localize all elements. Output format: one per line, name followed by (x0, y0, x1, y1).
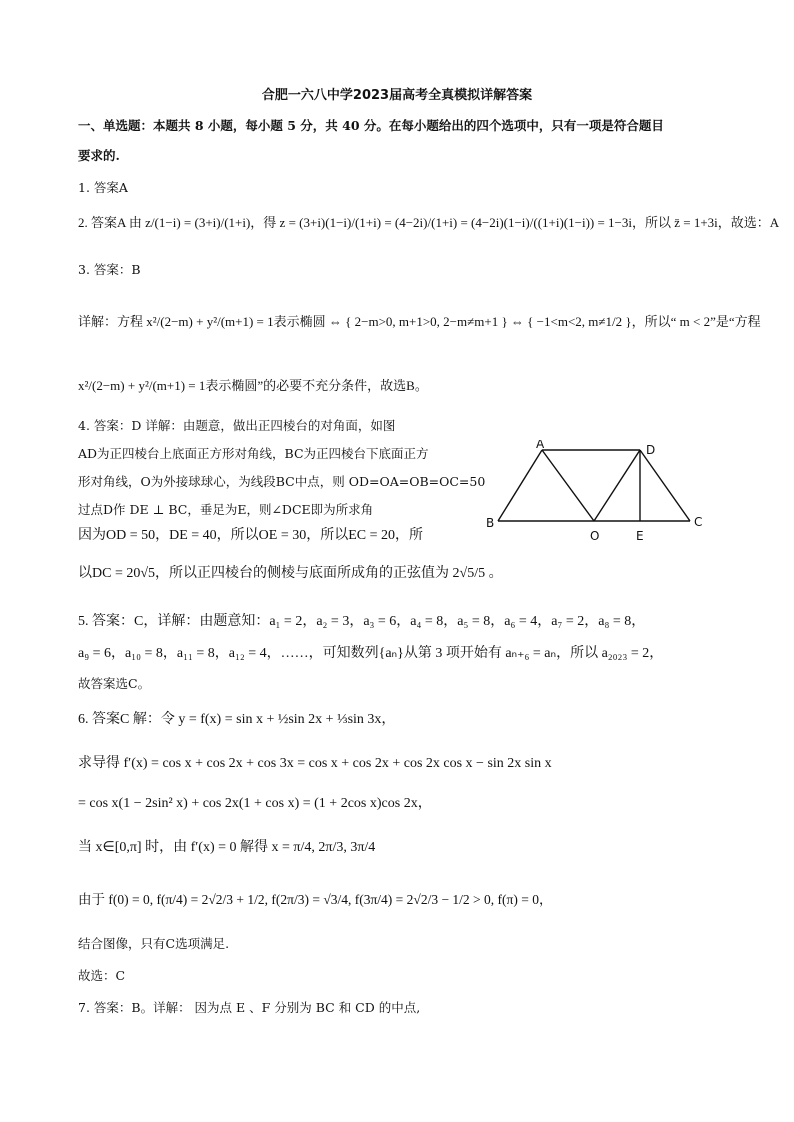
label-O: O (590, 529, 600, 543)
label-C: C (694, 515, 703, 529)
answer-7-line1: 7. 答案：B。详解： 因为点 E 、F 分别为 BC 和 CD 的中点, (78, 1000, 421, 1015)
answer-6-line6: 结合图像，只有C选项满足. (78, 936, 230, 951)
answer-4-line3: 形对角线，O为外接球球心，为线段BC中点，则 OD=OA=OB=OC=50 (78, 474, 486, 489)
section-heading-line1: 一、单选题：本题共 8 小题，每小题 5 分，共 40 分。在每小题给出的四个选项中，只有一项是符合题目 (78, 118, 664, 133)
frustum-cross-section-diagram (486, 440, 726, 550)
answer-5-line1: 5. 答案：C，详解：由题意知：a₁ = 2，a₂ = 3，a₃ = 6，a₄ = 8，a₅ = 8，a₆ = 4，a₇ = 2，a₈ = 8， (78, 614, 646, 629)
answer-3: 3. 答案：B (78, 262, 141, 277)
answer-6-line5: 由于 f(0) = 0, f(π/4) = 2√2/3 + 1/2, f(2π/3) = √3/4, f(3π/4) = 2√2/3 − 1/2 > 0, f(π) = 0， (78, 892, 553, 907)
answer-6-line7: 故选：C (78, 968, 126, 983)
section-heading-line2: 要求的. (78, 148, 120, 163)
answer-6-line3: = cos x(1 − 2sin² x) + cos 2x(1 + cos x) = (1 + 2cos x)cos 2x， (78, 796, 432, 811)
answer-4-line6: 以DC = 20√5，所以正四棱台的侧棱与底面所成角的正弦值为 2√5/5 。 (78, 566, 503, 581)
label-D: D (646, 443, 656, 457)
answer-3-detail-line1: 详解：方程 x²/(2−m) + y²/(m+1) = 1表示椭圆 ⇔ { 2−m>0, m+1>0, 2−m≠m+1 } ⇔ { −1<m<2, m≠1/2 }，所以“ m < 2”是“方程 (78, 314, 761, 329)
answer-4-line5: 因为OD = 50，DE = 40，所以OE = 30，所以EC = 20，所 (78, 528, 424, 543)
label-B: B (486, 516, 495, 530)
answer-4-line1: 4. 答案：D 详解：由题意，做出正四棱台的对角面，如图 (78, 418, 396, 433)
answer-2: 2. 答案A 由 z/(1−i) = (3+i)/(1+i)，得 z = (3+i)(1−i)/(1+i) = (4−2i)/(1+i) = (4−2i)(1−i)/((1+i)(1−i)) = 1−3i，所以 z̄ = 1+3i，故选：A (78, 215, 780, 230)
label-A: A (536, 440, 545, 451)
answer-1: 1. 答案A (78, 180, 128, 195)
answer-4-line4: 过点D作 DE ⊥ BC，垂足为E，则∠DCE即为所求角 (78, 502, 374, 517)
answer-6-line4: 当 x∈[0,π] 时，由 f′(x) = 0 解得 x = π/4, 2π/3, 3π/4 (78, 840, 376, 855)
answer-4-line2: AD为正四棱台上底面正方形对角线，BC为正四棱台下底面正方 (78, 446, 429, 461)
label-E: E (636, 529, 644, 543)
answer-6-line2: 求导得 f′(x) = cos x + cos 2x + cos 3x = cos x + cos 2x + cos 2x cos x − sin 2x sin x (78, 756, 552, 771)
answer-5-line2: a₉ = 6，a₁₀ = 8，a₁₁ = 8，a₁₂ = 4，……，可知数列{aₙ}从第 3 项开始有 aₙ₊₆ = aₙ，所以 a₂₀₂₃ = 2， (78, 646, 664, 661)
answer-6-line1: 6. 答案C 解：令 y = f(x) = sin x + ½sin 2x + ⅓sin 3x， (78, 712, 396, 727)
answer-3-detail-line2: x²/(2−m) + y²/(m+1) = 1表示椭圆”的必要不充分条件，故选B。 (78, 378, 428, 393)
answer-5-line3: 故答案选C。 (78, 676, 151, 691)
page-title: 合肥一六八中学2023届高考全真模拟详解答案 (261, 88, 533, 103)
